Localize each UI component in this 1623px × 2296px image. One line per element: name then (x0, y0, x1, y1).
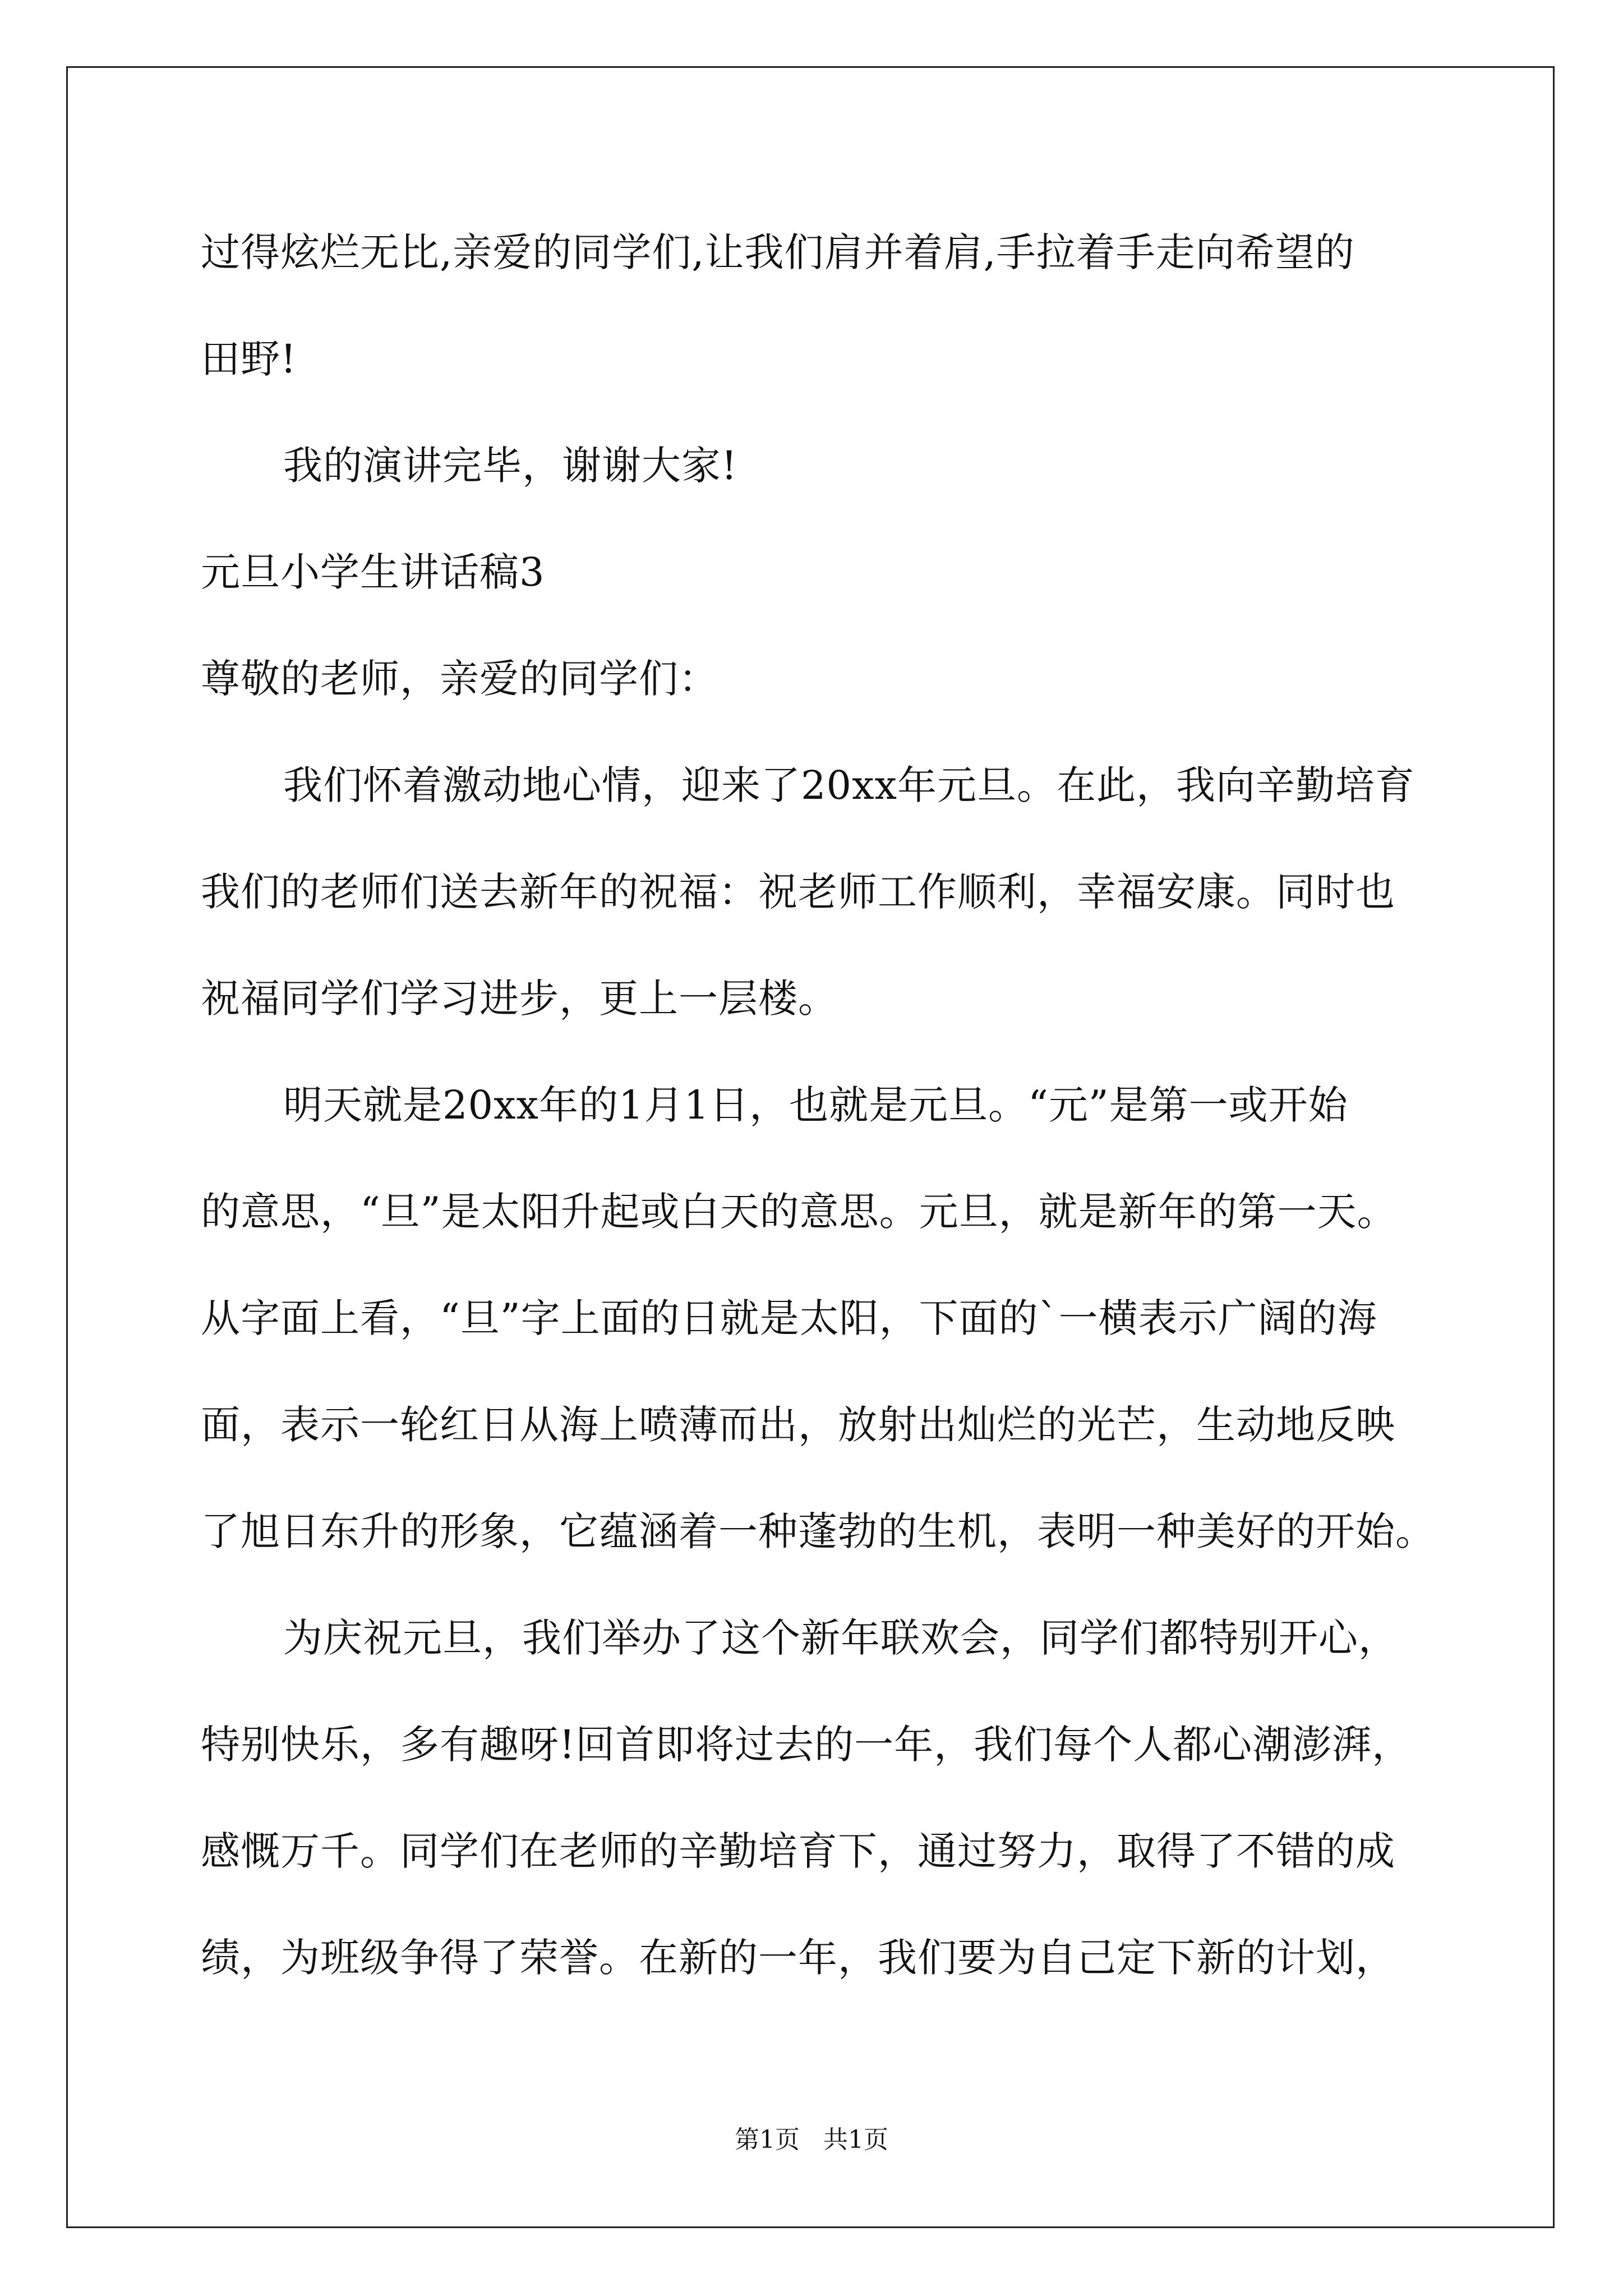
text-line-14: 为庆祝元旦，我们举办了这个新年联欢会，同学们都特别开心， (283, 1615, 1398, 1661)
text-line-1: 过得炫烂无比,亲爱的同学们,让我们肩并着肩,手拉着手走向希望的 (201, 229, 1355, 275)
page-footer: 第1页 共1页 (735, 2125, 888, 2154)
text-line-6: 我们怀着激动地心情，迎来了20xx年元旦。在此，我向辛勤培育 (283, 762, 1415, 808)
salutation: 尊敬的老师，亲爱的同学们： (201, 656, 718, 702)
text-line-10: 的意思，“旦”是太阳升起或白天的意思。元旦，就是新年的第一天。 (201, 1189, 1397, 1235)
text-line-7: 我们的老师们送去新年的祝福：祝老师工作顺利，幸福安康。同时也 (201, 869, 1395, 915)
page-border (66, 66, 1555, 2228)
text-line-17: 绩，为班级争得了荣誉。在新的一年，我们要为自己定下新的计划， (201, 1935, 1395, 1981)
text-line-2: 田野! (201, 336, 297, 382)
text-line-8: 祝福同学们学习进步，更上一层楼。 (201, 976, 838, 1022)
text-line-15: 特别快乐，多有趣呀!回首即将过去的一年，我们每个人都心潮澎湃， (201, 1722, 1412, 1768)
text-line-13: 了旭日东升的形象，它蕴涵着一种蓬勃的生机，表明一种美好的开始。 (201, 1508, 1435, 1554)
text-line-12: 面，表示一轮红日从海上喷薄而出，放射出灿烂的光芒，生动地反映 (201, 1402, 1395, 1448)
text-line-9: 明天就是20xx年的1月1日，也就是元旦。“元”是第一或开始 (283, 1082, 1348, 1128)
text-line-11: 从字面上看，“旦”字上面的日就是太阳，下面的`一横表示广阔的海 (201, 1295, 1377, 1341)
text-line-3: 我的演讲完毕，谢谢大家! (283, 443, 738, 489)
section-title: 元旦小学生讲话稿3 (201, 549, 545, 595)
text-line-16: 感慨万千。同学们在老师的辛勤培育下，通过努力，取得了不错的成 (201, 1828, 1395, 1874)
